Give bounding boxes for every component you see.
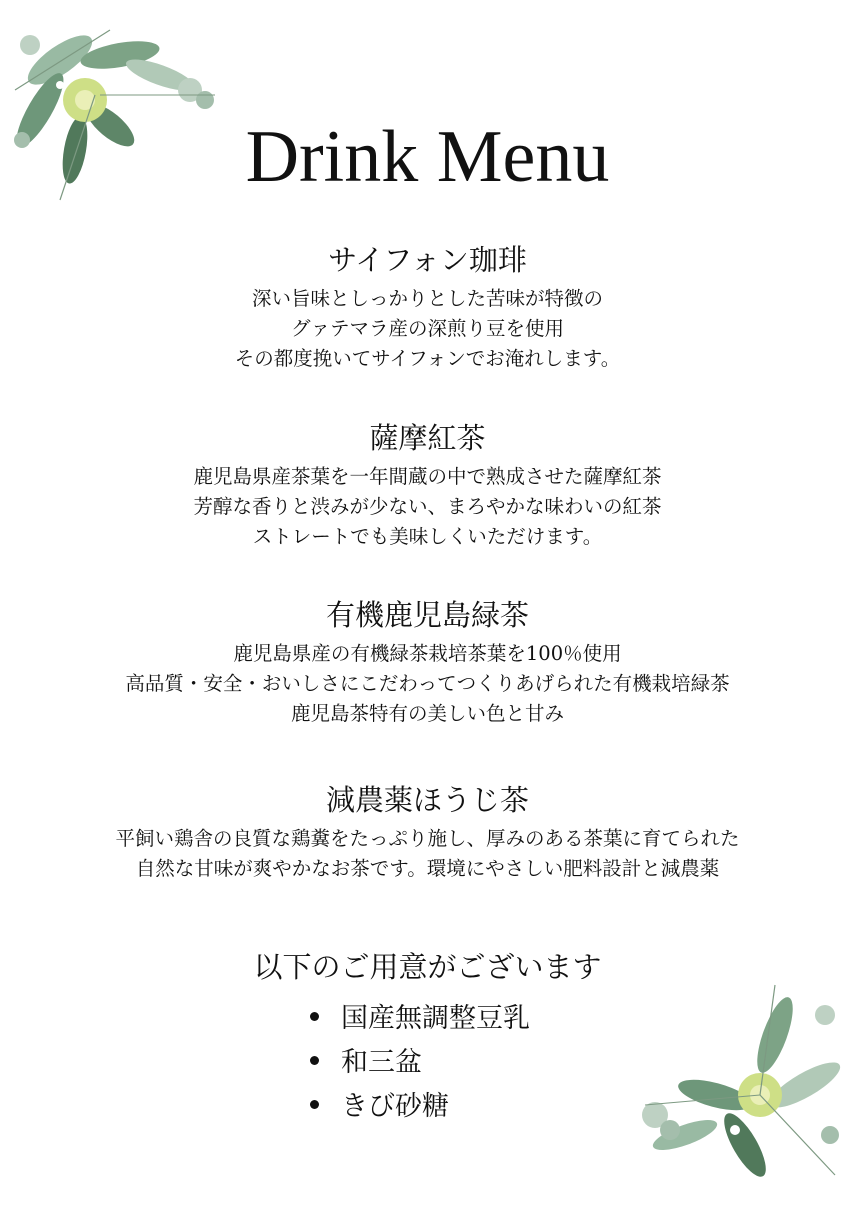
description-line: 平飼い鶏舎の良質な鶏糞をたっぷり施し、厚みのある茶葉に育てられた [115, 827, 740, 851]
description-line: ストレートでも美味しくいただけます。 [252, 525, 603, 549]
section-description [0, 639, 855, 729]
list-item-label: 国産無調整豆乳 [341, 1003, 530, 1034]
section-description [0, 824, 855, 884]
bullet-icon [310, 1012, 319, 1021]
extras-section [0, 945, 855, 1122]
description-line: 自然な甘味が爽やかなお茶です。環境にやさしい肥料設計と減農薬 [135, 857, 720, 881]
section-heading: 薩摩紅茶 [369, 421, 486, 455]
description-line: 鹿児島県産茶葉を一年間蔵の中で熟成させた薩摩紅茶 [193, 465, 662, 489]
floral-decoration-top-left [0, 0, 235, 235]
section-description [0, 462, 855, 552]
list-item-label: 和三盆 [341, 1047, 422, 1078]
extras-heading: 以下のご用意がございます [253, 950, 602, 984]
list-item [310, 1085, 530, 1129]
menu-title: Drink Menu [245, 116, 610, 198]
section-satsuma-black-tea [0, 420, 855, 552]
list-item-label: きび砂糖 [341, 1091, 449, 1122]
floral-decoration-bottom-right [625, 975, 855, 1205]
description-line: 鹿児島茶特有の美しい色と甘み [290, 702, 564, 726]
section-heading: サイフォン珈琲 [328, 243, 527, 277]
section-hojicha [0, 782, 855, 884]
description-line: 鹿児島県産の有機緑茶栽培茶葉を100％使用 [233, 642, 622, 666]
description-line: その都度挽いてサイフォンでお淹れします。 [234, 347, 621, 371]
description-line: 深い旨味としっかりとした苦味が特徴の [251, 287, 603, 311]
section-heading: 減農薬ほうじ茶 [325, 783, 529, 817]
description-line: 高品質・安全・おいしさにこだわってつくりあげられた有機栽培緑茶 [125, 672, 730, 696]
section-siphon-coffee [0, 242, 855, 374]
section-heading: 有機鹿児島緑茶 [325, 598, 529, 632]
section-organic-green-tea [0, 597, 855, 729]
list-item [310, 1041, 530, 1085]
description-line: グァテマラ産の深煎り豆を使用 [290, 317, 564, 341]
description-line: 芳醇な香りと渋みが少ない、まろやかな味わいの紅茶 [193, 495, 662, 519]
section-description [0, 284, 855, 374]
extras-list [310, 997, 530, 1129]
list-item [310, 997, 530, 1041]
bullet-icon [310, 1100, 319, 1109]
bullet-icon [310, 1056, 319, 1065]
